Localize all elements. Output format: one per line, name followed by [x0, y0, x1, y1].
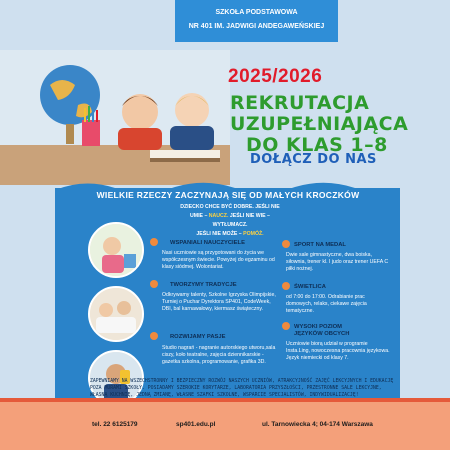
motto-line2 [150, 212, 310, 221]
languages-heading-line2: JĘZYKÓW OBCYCH [294, 331, 350, 337]
footer-address: ul. Tarnowiecka 4; 04-174 Warszawa [262, 421, 373, 428]
languages-text: Uczniowie biorą udział w programie Insta.Ling, nowoczesna pracownia językowa. Język niemiecki od klasy 7. [286, 341, 390, 361]
bullet-dot-icon [282, 240, 290, 248]
teachers-photo [88, 222, 144, 278]
traditions-photo [88, 286, 144, 342]
motto-line2-a: UMIE – [190, 213, 208, 219]
motto-line4-a: JEŚLI NIE MOŻE – [196, 231, 242, 237]
bullet-dot-icon [282, 322, 290, 330]
teachers-text: Nasi uczniowie są przygotowani do życia we współczesnym świecie. Powyżej do egzaminu od klasy siódmej. Wolontariat. [162, 250, 275, 270]
motto-line4-b: POMÓŻ. [243, 231, 264, 237]
panel-motto [150, 203, 310, 239]
motto-line2-b: NAUCZ. [208, 213, 229, 219]
bullet-dot-icon [282, 282, 290, 290]
footer-phone[interactable]: tel. 22 6125179 [92, 421, 138, 428]
classes-title: DO KLAS 1–8 [246, 134, 388, 156]
swietlica-heading: ŚWIETLICA [294, 284, 326, 290]
teachers-heading: WSPANIALI NAUCZYCIELE [170, 240, 245, 246]
swietlica-text: od 7:00 do 17:00. Odrabianie prac domowych, relaks, ciekawe zajęcia tematyczne. [286, 294, 367, 314]
footer-website-link[interactable]: sp401.edu.pl [176, 421, 216, 428]
panel-title: WIELKIE RZECZY ZACZYNAJĄ SIĘ OD MAŁYCH KROCZKÓW [96, 190, 360, 200]
passions-text: Studio nagrań - nagranie autorskiego utworu,sala ciszy, koło teatralne, zajęcia dziennikarskie - gazetka szkolna, programowanie, grafika 3D. [162, 345, 276, 365]
languages-heading-line1: WYSOKI POZIOM [294, 324, 342, 330]
school-header [175, 0, 338, 42]
school-name-line1: SZKOŁA PODSTAWOWA [215, 9, 298, 16]
motto-line1: DZIECKO CHCE BYĆ DOBRE. JEŚLI NIE [180, 204, 280, 210]
bullet-dot-icon [150, 280, 158, 288]
footer-divider [0, 398, 450, 402]
motto-line2-c: JEŚLI NIE WIE – [229, 213, 270, 219]
sport-text: Dwie sale gimnastyczne, dwa boiska, siłownia, trener kl. I judo oraz trener UEFA C piłki nożnej. [286, 252, 389, 272]
motto-line4 [150, 230, 310, 239]
school-amenities-text: ZAPEWNIAMY NA WSZECHSTRONNY I BEZPIECZNY ROZWÓJ NASZYCH UCZNIÓW, ATRAKCYJNOŚĆ ZAJĘĆ LEKCYJNYCH I EDUKACJĘ POZA MURAMI SZKOŁY. POSIADAMY SZEROKIE KORYTARZE, LABORATORIA PRZYSZŁOŚCI, PRZESTRONNE SALE LEKCYJNE, WŁASNĄ KUCHNIĘ, JEDNĄ ZMIANĘ, WŁASNE SZAFKI SZKOLNE, WSPARCIE SPECJALISTÓW, INDYWIDUALIZACJĘ! [90, 379, 394, 398]
bullet-dot-icon [150, 238, 158, 246]
motto-line3: WYTŁUMACZ. [212, 222, 248, 228]
kids-with-globe-illustration [0, 50, 230, 185]
passions-heading: ROZWIJAMY PASJE [170, 334, 226, 340]
uzupelniajaca-title: UZUPEŁNIAJĄCA [230, 113, 409, 135]
traditions-heading: TWORZYMY TRADYCJE [170, 282, 237, 288]
school-name-line2: NR 401 IM. JADWIGI ANDEGAWEŃSKIEJ [188, 23, 325, 30]
school-year-title: 2025/2026 [228, 66, 323, 87]
traditions-text: Odkrywamy talenty, Szkolne Igrzyska Olimpijskie, Turniej o Puchar Dyrektora SP401, CodeWeek, DBI, bal karnawałowy, kiermasz świąteczny. [162, 292, 276, 312]
footer-bar [0, 398, 450, 450]
hero-photo [0, 50, 230, 185]
sport-heading: SPORT NA MEDAL [294, 242, 346, 248]
rekrutacja-title: REKRUTACJA [230, 92, 370, 114]
join-us-title: DOŁĄCZ DO NAS [250, 152, 377, 167]
bullet-dot-icon [150, 332, 158, 340]
